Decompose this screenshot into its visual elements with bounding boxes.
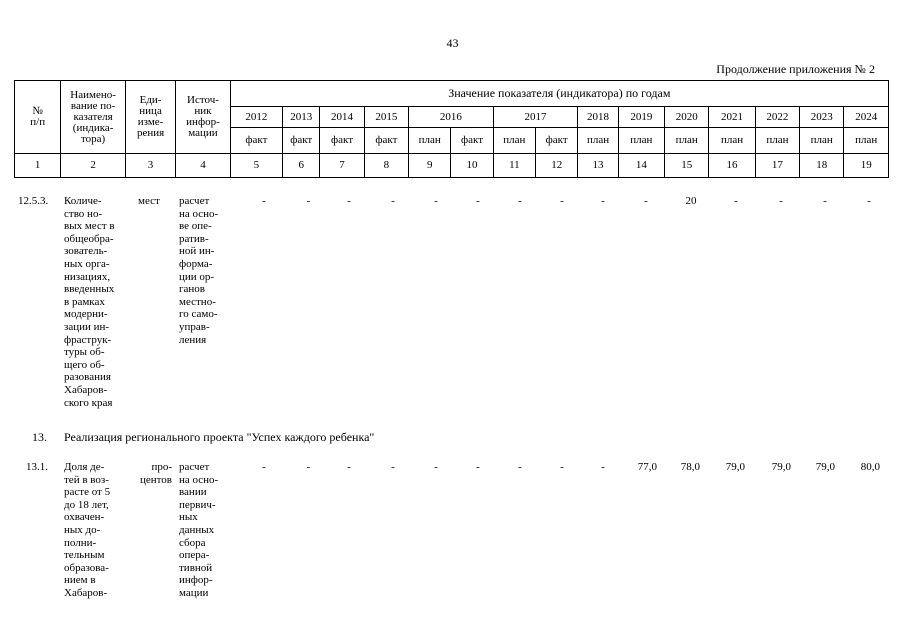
section-title: Реализация регионального проекта "Успех каждого ребенка" — [64, 430, 375, 444]
indicator-name: Доля де- тей в воз- расте от 5 до 18 лет, охвачен- ных до- полни- тельным образова- нием в Хабаров- — [64, 461, 111, 599]
header-year: 2023 — [800, 107, 844, 128]
header-type: план — [800, 128, 844, 154]
value-cell: 79,0 — [771, 461, 791, 473]
header-year: 2012 — [230, 107, 282, 128]
value-cell: - — [518, 195, 522, 207]
header-type: план — [665, 128, 709, 154]
header-type: план — [844, 128, 889, 154]
column-number: 6 — [283, 154, 320, 178]
header-year: 2013 — [283, 107, 320, 128]
value-cell: - — [779, 195, 783, 207]
value-cell: - — [601, 461, 605, 473]
column-number: 16 — [709, 154, 755, 178]
header-unit: Еди- ница изме- рения — [125, 81, 175, 154]
value-cell: - — [391, 195, 395, 207]
column-number: 12 — [536, 154, 578, 178]
value-cell: 80,0 — [860, 461, 880, 473]
value-cell: - — [434, 195, 438, 207]
header-year: 2014 — [320, 107, 364, 128]
header-year: 2016 — [409, 107, 494, 128]
page-number: 43 — [446, 36, 459, 50]
header-source: Источ- ник инфор- мации — [176, 81, 230, 154]
indicator-source: расчет на осно- вании первич- ных данных сбора опера- тивной инфор- мации — [179, 461, 219, 599]
column-number: 8 — [364, 154, 408, 178]
header-type: план — [409, 128, 451, 154]
header-type: факт — [320, 128, 364, 154]
header-year: 2021 — [709, 107, 755, 128]
indicator-table-header — [14, 80, 889, 178]
header-year: 2018 — [578, 107, 618, 128]
column-number: 9 — [409, 154, 451, 178]
value-cell: 79,0 — [815, 461, 835, 473]
row-number: 12.5.3. — [18, 195, 49, 207]
value-cell: - — [476, 195, 480, 207]
header-no: № п/п — [15, 81, 61, 154]
header-year: 2015 — [364, 107, 408, 128]
column-number: 17 — [755, 154, 799, 178]
value-cell: - — [262, 461, 266, 473]
value-cell: 78,0 — [680, 461, 700, 473]
column-number: 1 — [15, 154, 61, 178]
column-number: 14 — [618, 154, 664, 178]
header-type: план — [709, 128, 755, 154]
value-cell: - — [306, 195, 311, 207]
indicator-unit: про- центов — [139, 461, 172, 486]
header-type: факт — [536, 128, 578, 154]
value-cell: - — [560, 461, 564, 473]
value-cell: - — [391, 461, 395, 473]
header-type: план — [578, 128, 618, 154]
header-type: факт — [230, 128, 282, 154]
header-year: 2019 — [618, 107, 664, 128]
column-number: 18 — [800, 154, 844, 178]
header-type: факт — [364, 128, 408, 154]
header-year: 2022 — [755, 107, 799, 128]
value-cell: - — [262, 195, 266, 207]
header-year: 2020 — [665, 107, 709, 128]
column-number: 15 — [665, 154, 709, 178]
header-type: план — [755, 128, 799, 154]
value-cell: - — [347, 195, 351, 207]
column-number: 2 — [61, 154, 126, 178]
header-values-title: Значение показателя (индикатора) по годам — [230, 81, 888, 107]
column-number: 11 — [493, 154, 535, 178]
header-year: 2024 — [844, 107, 889, 128]
column-number: 13 — [578, 154, 618, 178]
value-cell: - — [734, 195, 738, 207]
header-year: 2017 — [493, 107, 578, 128]
row-number: 13.1. — [26, 461, 48, 473]
section-number: 13. — [32, 430, 47, 444]
value-cell: - — [434, 461, 438, 473]
column-number: 3 — [125, 154, 175, 178]
value-cell: - — [347, 461, 351, 473]
header-name: Наимено- вание по- казателя (индика- тора) — [61, 81, 126, 154]
indicator-name: Количе- ство но- вых мест в общеобра- зователь- ных орга- низациях, введенных в рамках модерни- зации ин- фраструк- туры об- щего об- разования Хабаров- ского края — [64, 195, 115, 409]
column-number: 10 — [451, 154, 493, 178]
value-cell: - — [518, 461, 522, 473]
value-cell: - — [823, 195, 827, 207]
value-cell: - — [306, 461, 311, 473]
value-cell: - — [476, 461, 480, 473]
header-type: факт — [451, 128, 493, 154]
value-cell: 20 — [685, 195, 697, 207]
value-cell: - — [644, 195, 648, 207]
indicator-unit: мест — [138, 195, 160, 207]
header-type: факт — [283, 128, 320, 154]
value-cell: 77,0 — [637, 461, 657, 473]
value-cell: 79,0 — [725, 461, 745, 473]
header-type: план — [618, 128, 664, 154]
indicator-source: расчет на осно- ве опе- ратив- ной ин- форма- ции ор- ганов местно- го само- управ- ления — [179, 195, 219, 346]
value-cell: - — [560, 195, 564, 207]
column-number: 7 — [320, 154, 364, 178]
column-number: 5 — [230, 154, 282, 178]
header-type: план — [493, 128, 535, 154]
column-number: 4 — [176, 154, 230, 178]
value-cell: - — [601, 195, 605, 207]
value-cell: - — [867, 195, 871, 207]
column-number: 19 — [844, 154, 889, 178]
continuation-note: Продолжение приложения № 2 — [716, 62, 875, 76]
